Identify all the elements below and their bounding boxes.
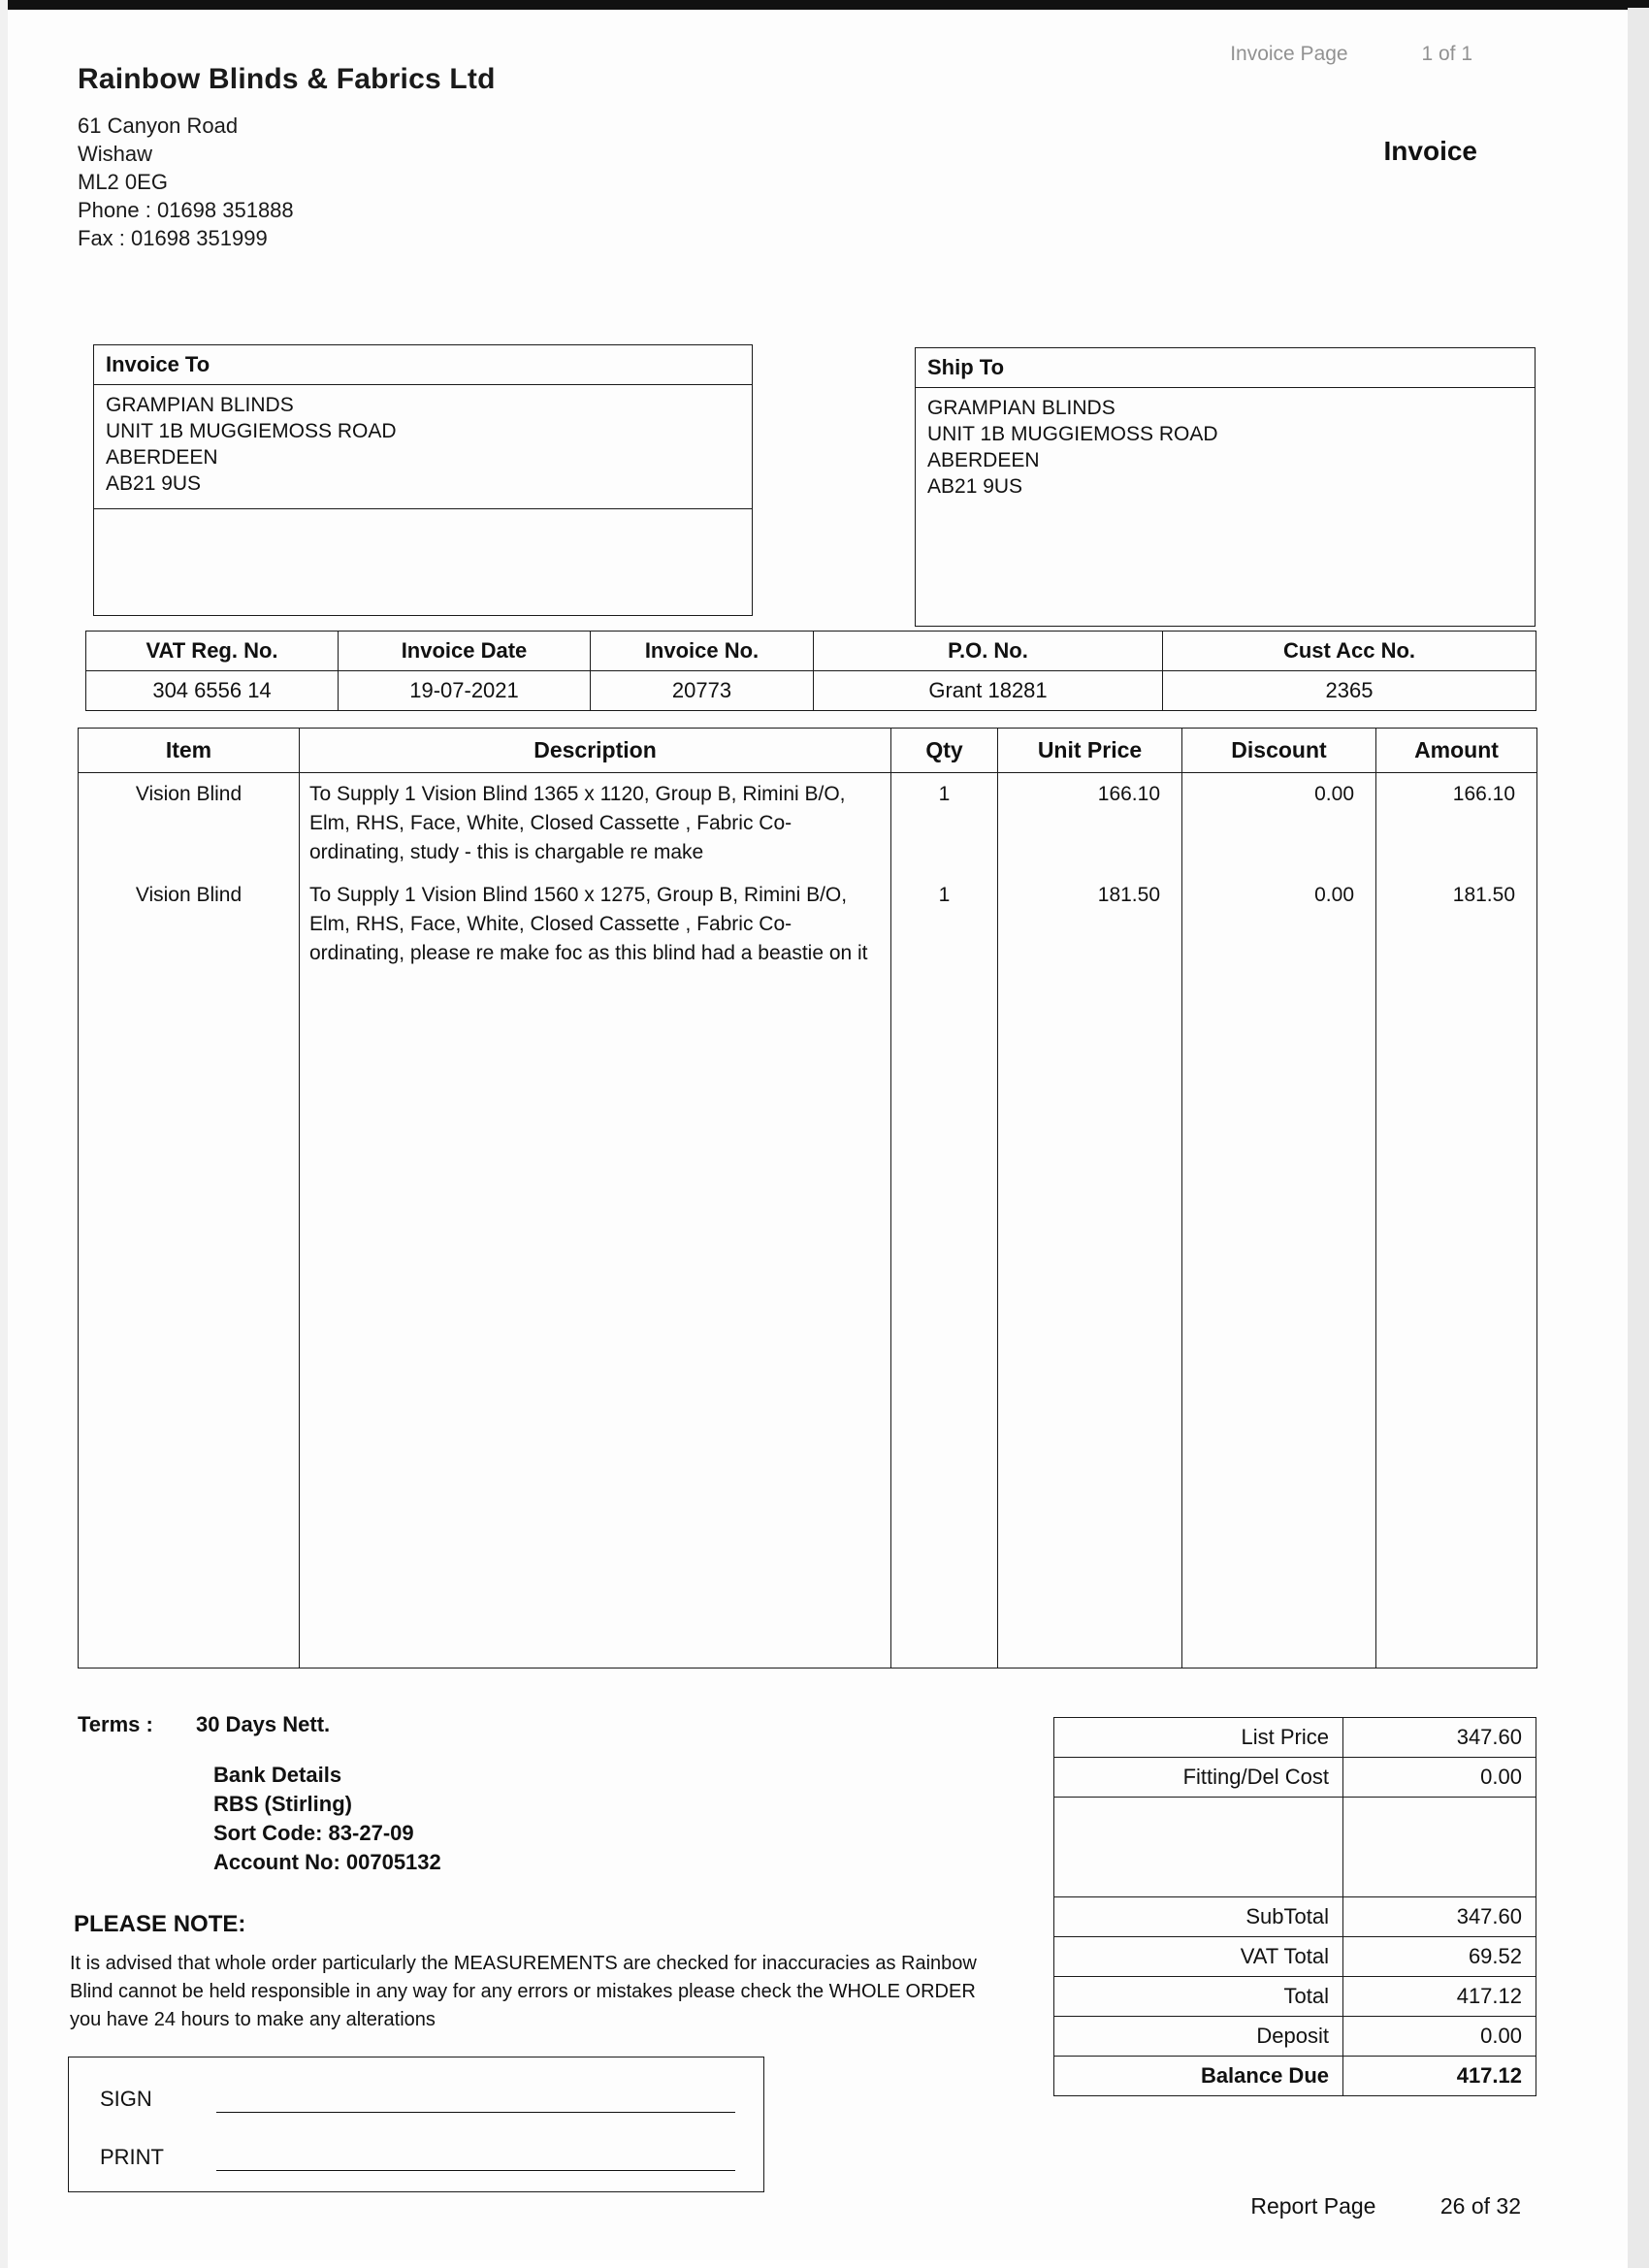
meta-value-invoice-date: 19-07-2021 <box>339 671 591 711</box>
totals-label-fitting-del-cost: Fitting/Del Cost <box>1054 1758 1343 1798</box>
terms-label: Terms : <box>78 1712 153 1736</box>
ship-to-heading: Ship To <box>916 348 1535 388</box>
print-input-line[interactable] <box>216 2170 735 2171</box>
items-header-row <box>79 729 1537 773</box>
scan-edge-top <box>0 0 1649 10</box>
row-item: Vision Blind <box>79 773 300 875</box>
totals-value-vat-total: 69.52 <box>1343 1937 1536 1977</box>
row-unit-price: 181.50 <box>998 874 1182 975</box>
document-title: Invoice <box>1383 136 1477 166</box>
meta-value-vat: 304 6556 14 <box>86 671 339 711</box>
row-description: To Supply 1 Vision Blind 1560 x 1275, Group B, Rimini B/O, Elm, RHS, Face, White, Closed Cassette , Fabric Co-ordinating, please re make foc as this blind had a beastie on it <box>300 874 891 975</box>
totals-value-deposit: 0.00 <box>1343 2017 1536 2057</box>
totals-table <box>1053 1717 1536 2096</box>
totals-label-list-price: List Price <box>1054 1718 1343 1758</box>
ship-to-line1: GRAMPIAN BLINDS <box>927 397 1116 419</box>
invoice-to-line2: UNIT 1B MUGGIEMOSS ROAD <box>106 420 397 442</box>
row-amount: 181.50 <box>1376 874 1537 975</box>
totals-row-deposit <box>1054 2017 1536 2057</box>
table-row <box>79 773 1537 875</box>
bank-sort-code: Sort Code: 83-27-09 <box>213 1821 414 1845</box>
scan-edge-left <box>0 0 8 2268</box>
signature-box <box>68 2057 764 2192</box>
invoice-page-label: Invoice Page <box>1230 43 1348 65</box>
terms-value: 30 Days Nett. <box>195 1712 331 1736</box>
ship-to-line4: AB21 9US <box>927 475 1023 498</box>
totals-row-total <box>1054 1977 1536 2017</box>
table-empty-space <box>79 975 1537 1669</box>
ship-to-line2: UNIT 1B MUGGIEMOSS ROAD <box>927 423 1218 445</box>
meta-value-row <box>86 671 1536 711</box>
sign-label: SIGN <box>100 2087 152 2111</box>
row-description: To Supply 1 Vision Blind 1365 x 1120, Group B, Rimini B/O, Elm, RHS, Face, White, Closed Cassette , Fabric Co-ordinating, study - this is chargable re make <box>300 773 891 875</box>
totals-row-balance-due <box>1054 2057 1536 2096</box>
items-header-qty: Qty <box>891 729 998 773</box>
row-qty: 1 <box>891 773 998 875</box>
totals-row-list-price <box>1054 1718 1536 1758</box>
invoice-page-indicator <box>1230 43 1472 66</box>
terms-line <box>78 1712 330 1737</box>
invoice-to-line1: GRAMPIAN BLINDS <box>106 394 294 416</box>
totals-label-vat-total: VAT Total <box>1054 1937 1343 1977</box>
totals-spacer-right <box>1343 1798 1536 1897</box>
meta-header-vat: VAT Reg. No. <box>86 632 339 671</box>
totals-label-total: Total <box>1054 1977 1343 2017</box>
items-header-amount: Amount <box>1376 729 1537 773</box>
sign-row <box>100 2087 740 2116</box>
items-header-unit-price: Unit Price <box>998 729 1182 773</box>
totals-value-balance-due: 417.12 <box>1343 2057 1536 2096</box>
invoice-page-value: 1 of 1 <box>1421 43 1472 65</box>
line-items-table <box>78 728 1537 1669</box>
items-header-discount: Discount <box>1182 729 1376 773</box>
meta-header-cust-acc-no: Cust Acc No. <box>1163 632 1536 671</box>
company-fax: Fax : 01698 351999 <box>78 226 268 250</box>
filler-description <box>300 975 891 1669</box>
print-label: PRINT <box>100 2145 164 2169</box>
invoice-to-box <box>93 344 753 616</box>
filler-discount <box>1182 975 1376 1669</box>
totals-label-subtotal: SubTotal <box>1054 1897 1343 1937</box>
meta-header-row <box>86 632 1536 671</box>
totals-value-subtotal: 347.60 <box>1343 1897 1536 1937</box>
meta-value-invoice-no: 20773 <box>591 671 814 711</box>
row-item: Vision Blind <box>79 874 300 975</box>
totals-label-deposit: Deposit <box>1054 2017 1343 2057</box>
row-amount: 166.10 <box>1376 773 1537 875</box>
invoice-to-heading: Invoice To <box>94 345 752 385</box>
ship-to-box <box>915 347 1536 627</box>
paper-sheet <box>8 10 1628 2260</box>
row-qty: 1 <box>891 874 998 975</box>
filler-item <box>79 975 300 1669</box>
ship-to-address <box>916 388 1535 500</box>
please-note-body: It is advised that whole order particularly the MEASUREMENTS are checked for inaccuracies as Rainbow Blind cannot be held responsible in any way for any errors or mistakes please check the WHOLE ORDER you have 24 hours to make any alterations <box>70 1953 977 2030</box>
table-row <box>79 874 1537 975</box>
company-postcode: ML2 0EG <box>78 170 168 194</box>
invoice-to-address <box>94 385 752 497</box>
totals-spacer-left <box>1054 1798 1343 1897</box>
sign-input-line[interactable] <box>216 2112 735 2113</box>
meta-value-cust-acc-no: 2365 <box>1163 671 1536 711</box>
report-page-value: 26 of 32 <box>1439 2193 1521 2219</box>
totals-value-fitting-del-cost: 0.00 <box>1343 1758 1536 1798</box>
row-discount: 0.00 <box>1182 773 1376 875</box>
totals-spacer-row <box>1054 1798 1536 1897</box>
company-address-line2: Wishaw <box>78 142 153 166</box>
invoice-meta-table <box>85 631 1536 711</box>
bank-details <box>213 1761 441 1877</box>
ship-to-line3: ABERDEEN <box>927 449 1040 471</box>
invoice-to-divider <box>94 508 752 509</box>
invoice-to-line4: AB21 9US <box>106 472 202 495</box>
totals-value-list-price: 347.60 <box>1343 1718 1536 1758</box>
totals-value-total: 417.12 <box>1343 1977 1536 2017</box>
totals-row-fitting-del-cost <box>1054 1758 1536 1798</box>
company-phone: Phone : 01698 351888 <box>78 198 294 222</box>
bank-heading: Bank Details <box>213 1763 342 1787</box>
items-header-item: Item <box>79 729 300 773</box>
items-header-description: Description <box>300 729 891 773</box>
filler-qty <box>891 975 998 1669</box>
totals-row-subtotal <box>1054 1897 1536 1937</box>
invoice-to-line3: ABERDEEN <box>106 446 218 469</box>
filler-amount <box>1376 975 1537 1669</box>
row-unit-price: 166.10 <box>998 773 1182 875</box>
company-address-line1: 61 Canyon Road <box>78 113 239 138</box>
company-address <box>78 112 294 252</box>
please-note-heading: PLEASE NOTE: <box>74 1911 246 1937</box>
report-page-footer <box>1250 2193 1521 2219</box>
report-page-label: Report Page <box>1250 2193 1376 2219</box>
totals-label-balance-due: Balance Due <box>1054 2057 1343 2096</box>
filler-unit-price <box>998 975 1182 1669</box>
totals-row-vat-total <box>1054 1937 1536 1977</box>
meta-header-invoice-date: Invoice Date <box>339 632 591 671</box>
meta-value-po-no: Grant 18281 <box>814 671 1163 711</box>
company-name: Rainbow Blinds & Fabrics Ltd <box>78 63 496 95</box>
bank-name: RBS (Stirling) <box>213 1792 352 1816</box>
row-discount: 0.00 <box>1182 874 1376 975</box>
meta-header-invoice-no: Invoice No. <box>591 632 814 671</box>
scan-edge-right <box>1628 8 1649 2268</box>
bank-account-no: Account No: 00705132 <box>213 1850 441 1874</box>
meta-header-po-no: P.O. No. <box>814 632 1163 671</box>
print-row <box>100 2145 740 2174</box>
